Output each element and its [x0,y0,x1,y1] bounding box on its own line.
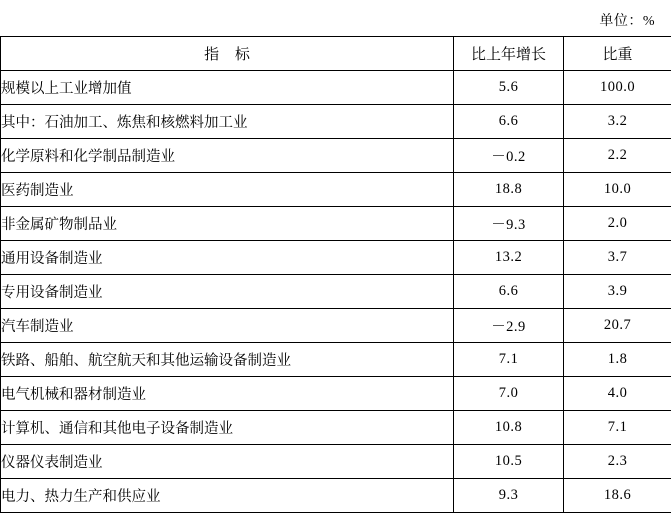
row-indicator-label: 医药制造业 [1,173,454,207]
row-share-value: 20.7 [564,309,671,343]
table-row [1,105,671,139]
table-row [1,173,671,207]
column-header-indicator [1,37,454,71]
row-growth-value: 6.6 [454,275,564,309]
row-growth-value: －9.3 [454,207,564,241]
unit-note: 单位：% [0,0,671,36]
table-header-row [1,37,671,71]
row-growth-value: 7.0 [454,377,564,411]
row-share-value: 2.3 [564,445,671,479]
row-indicator-label: 铁路、船舶、航空航天和其他运输设备制造业 [1,343,454,377]
table-row [1,343,671,377]
row-growth-value: －2.9 [454,309,564,343]
row-growth-value: 18.8 [454,173,564,207]
statistics-table [0,36,671,513]
row-indicator-label: 化学原料和化学制品制造业 [1,139,454,173]
table-row [1,309,671,343]
row-growth-value: 13.2 [454,241,564,275]
table-row [1,241,671,275]
row-share-value: 18.6 [564,479,671,513]
row-indicator-label: 汽车制造业 [1,309,454,343]
row-indicator-label: 非金属矿物制品业 [1,207,454,241]
row-indicator-label: 计算机、通信和其他电子设备制造业 [1,411,454,445]
row-share-value: 4.0 [564,377,671,411]
table-row [1,275,671,309]
row-indicator-label: 仪器仪表制造业 [1,445,454,479]
table-row [1,377,671,411]
row-growth-value: －0.2 [454,139,564,173]
row-share-value: 3.7 [564,241,671,275]
row-growth-value: 5.6 [454,71,564,105]
row-indicator-label: 电气机械和器材制造业 [1,377,454,411]
table-row [1,71,671,105]
column-header-growth: 比上年增长 [454,37,564,71]
row-indicator-label: 专用设备制造业 [1,275,454,309]
row-indicator-label: 电力、热力生产和供应业 [1,479,454,513]
row-indicator-label: 其中：石油加工、炼焦和核燃料加工业 [1,105,454,139]
row-share-value: 3.2 [564,105,671,139]
table-body [1,71,671,513]
row-growth-value: 9.3 [454,479,564,513]
row-share-value: 3.9 [564,275,671,309]
row-share-value: 7.1 [564,411,671,445]
row-share-value: 100.0 [564,71,671,105]
row-growth-value: 7.1 [454,343,564,377]
table-row [1,139,671,173]
row-share-value: 2.0 [564,207,671,241]
column-header-indicator-label: 指 标 [198,47,256,63]
table-row [1,411,671,445]
row-share-value: 2.2 [564,139,671,173]
row-share-value: 10.0 [564,173,671,207]
row-share-value: 1.8 [564,343,671,377]
table-row [1,445,671,479]
row-growth-value: 10.5 [454,445,564,479]
row-indicator-label: 通用设备制造业 [1,241,454,275]
row-growth-value: 6.6 [454,105,564,139]
row-indicator-label: 规模以上工业增加值 [1,71,454,105]
table-row [1,207,671,241]
row-growth-value: 10.8 [454,411,564,445]
column-header-share: 比重 [564,37,671,71]
table-row [1,479,671,513]
